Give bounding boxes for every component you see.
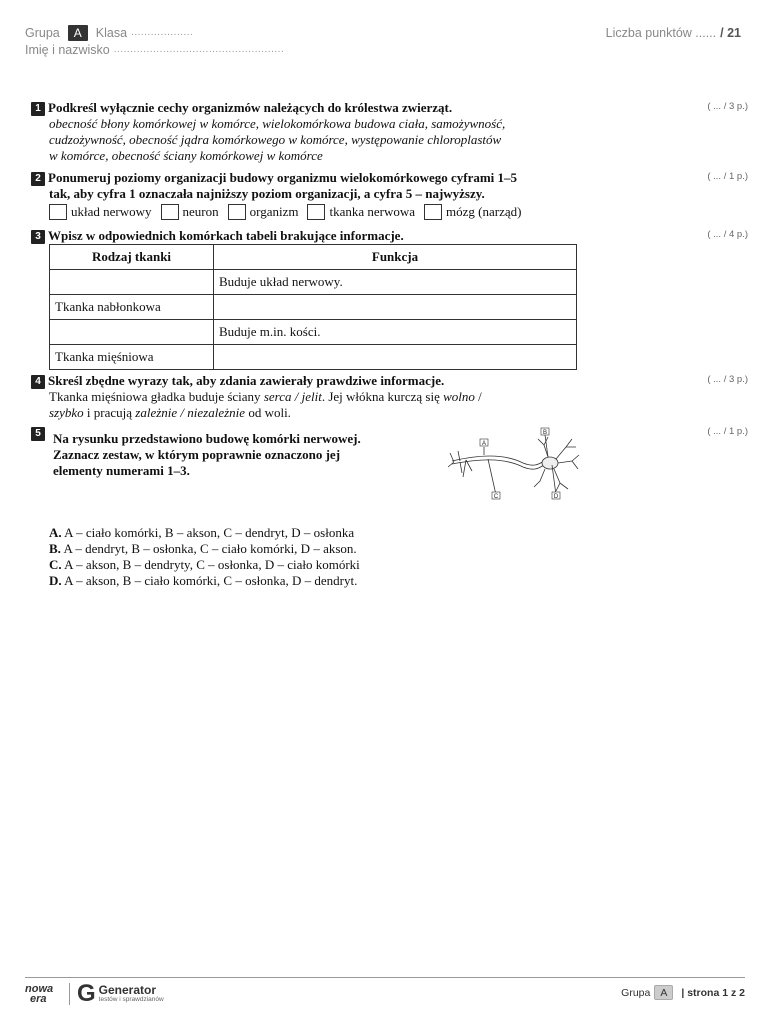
table-cell: Tkanka mięśniowa — [50, 345, 214, 370]
footer-divider — [25, 977, 745, 978]
footer-separator — [69, 983, 70, 1005]
task-question: Skreśl zbędne wyrazy tak, aby zdania zawierały prawdziwe informacje. — [48, 373, 445, 388]
table-header-row — [50, 245, 577, 270]
table-row — [50, 270, 577, 295]
question-line: Na rysunku przedstawiono budowę komórki nerwowej. — [53, 431, 361, 446]
task-question: Podkreśl wyłącznie cechy organizmów należących do królestwa zwierząt. — [48, 100, 453, 115]
choice-words[interactable]: szybko — [49, 405, 84, 420]
order-option — [424, 204, 521, 220]
logo-text: era — [30, 993, 47, 1005]
task-5-answers — [49, 525, 360, 589]
neuron-figure — [448, 425, 580, 503]
task-1-options[interactable] — [49, 116, 505, 164]
table-cell: Tkanka nabłonkowa — [50, 295, 214, 320]
number-box[interactable] — [49, 204, 67, 220]
figure-label: B — [542, 430, 548, 436]
order-options — [49, 202, 530, 221]
task-2 — [31, 170, 530, 221]
points-label: Liczba punktów ...... — [605, 25, 717, 40]
order-option — [161, 204, 219, 220]
name-label: Imię i nazwisko — [25, 42, 110, 57]
task-3 — [31, 228, 404, 244]
figure-label: C — [493, 494, 499, 500]
answer-text: A – dendryt, B – osłonka, C – ciało komórki, D – akson. — [60, 541, 357, 556]
table-row — [50, 320, 577, 345]
generator-g-icon: G — [77, 980, 96, 1007]
group-label: Grupa — [25, 25, 60, 40]
header-name-row — [25, 41, 284, 58]
table-cell: Buduje m.in. kości. — [214, 320, 577, 345]
table-cell: Buduje układ nerwowy. — [214, 270, 577, 295]
number-box[interactable] — [307, 204, 325, 220]
task-1 — [31, 100, 505, 164]
answer-letter: C. — [49, 557, 62, 572]
options-line[interactable]: w komórce, obecność ściany komórkowej w komórce — [49, 148, 323, 163]
task-3-score: ( ... / 4 p.) — [707, 229, 748, 240]
order-option — [49, 204, 152, 220]
figure-label: A — [481, 441, 487, 447]
table-header: Rodzaj tkanki — [50, 245, 214, 270]
question-line: elementy numerami 1–3. — [53, 463, 190, 478]
task-5 — [31, 427, 361, 479]
table-row — [50, 295, 577, 320]
task-number: 5 — [31, 427, 45, 441]
task-question: Ponumeruj poziomy organizacji budowy organizmu wielokomórkowego cyframi 1–5 — [48, 170, 518, 185]
sentence-text: / — [474, 389, 482, 404]
task-question-cont: tak, aby cyfra 1 oznaczała najniższy poziom organizacji, a cyfra 5 – najwyższy. — [49, 186, 485, 201]
options-line[interactable]: cudzożywność, obecność jądra komórkowego w komórce, występowanie chloroplastów — [49, 132, 502, 147]
points-total: / 21 — [720, 25, 741, 40]
group-badge: A — [68, 25, 88, 41]
name-field[interactable]: .................................................... — [113, 44, 285, 55]
table-row — [50, 345, 577, 370]
generator-logo — [77, 982, 164, 1006]
footer-group-label: Grupa — [621, 986, 651, 999]
page-number: | strona 1 z 2 — [681, 986, 745, 999]
answer-text: A – akson, B – ciało komórki, C – osłonka, D – dendryt. — [61, 573, 358, 588]
number-box[interactable] — [228, 204, 246, 220]
generator-title: Generator — [98, 983, 157, 997]
answer-option[interactable] — [49, 573, 360, 589]
page-info — [621, 985, 745, 1000]
task-4-score: ( ... / 3 p.) — [707, 374, 748, 385]
header — [25, 24, 284, 58]
table-cell-input[interactable] — [50, 320, 214, 345]
order-option — [307, 204, 415, 220]
task-4 — [31, 373, 482, 421]
task-question: Wpisz w odpowiednich komórkach tabeli brakujące informacje. — [48, 228, 404, 243]
answer-option[interactable] — [49, 541, 360, 557]
task-5-score: ( ... / 1 p.) — [707, 426, 748, 437]
option-label: mózg (narząd) — [446, 203, 522, 219]
options-line[interactable]: obecność błony komórkowej w komórce, wielokomórkowa budowa ciała, samożywność, — [49, 116, 506, 131]
answer-option[interactable] — [49, 557, 360, 573]
header-group-row — [25, 24, 284, 41]
table-cell-input[interactable] — [214, 345, 577, 370]
figure-label: D — [553, 494, 559, 500]
option-label: tkanka nerwowa — [329, 203, 416, 219]
option-label: neuron — [182, 203, 219, 219]
sentence-text: Tkanka mięśniowa gładka buduje ściany — [49, 389, 264, 404]
class-label: Klasa — [95, 25, 128, 40]
sentence-text: . Jej włókna kurczą się — [321, 389, 444, 404]
points-summary — [606, 24, 741, 41]
answer-text: A – akson, B – dendryty, C – osłonka, D – ciało komórki — [61, 557, 360, 572]
number-box[interactable] — [424, 204, 442, 220]
task-number: 2 — [31, 172, 45, 186]
logo-text: nowa — [25, 983, 54, 995]
question-line: Zaznacz zestaw, w którym poprawnie oznaczono jej — [53, 447, 341, 462]
task-number: 3 — [31, 230, 45, 244]
class-field[interactable]: ................... — [131, 27, 194, 38]
task-4-sentence — [49, 389, 482, 421]
option-label: układ nerwowy — [71, 203, 152, 219]
order-option — [228, 204, 299, 220]
table-header: Funkcja — [214, 245, 577, 270]
task-2-score: ( ... / 1 p.) — [707, 171, 748, 182]
task-number: 1 — [31, 102, 45, 116]
answer-letter: B. — [49, 541, 61, 556]
generator-subtitle: testów i sprawdzianów — [98, 996, 164, 1003]
choice-words[interactable]: zależnie / niezależnie — [135, 405, 246, 420]
answer-letter: A. — [49, 525, 62, 540]
task-1-score: ( ... / 3 p.) — [707, 101, 748, 112]
table-cell-input[interactable] — [50, 270, 214, 295]
sentence-text: i pracują — [83, 405, 136, 420]
choice-words[interactable]: wolno — [443, 389, 475, 404]
option-label: organizm — [249, 203, 299, 219]
task-number: 4 — [31, 375, 45, 389]
answer-text: A – ciało komórki, B – akson, C – dendryt, D – osłonka — [61, 525, 355, 540]
nowa-era-logo — [25, 984, 53, 1004]
footer-group-badge: A — [654, 985, 673, 1000]
answer-option[interactable] — [49, 525, 360, 541]
tissue-table — [49, 244, 577, 370]
sentence-text: od woli. — [245, 405, 291, 420]
choice-words[interactable]: serca / jelit — [263, 389, 322, 404]
table-cell-input[interactable] — [214, 295, 577, 320]
number-box[interactable] — [161, 204, 179, 220]
task-question — [53, 431, 361, 479]
answer-letter: D. — [49, 573, 62, 588]
